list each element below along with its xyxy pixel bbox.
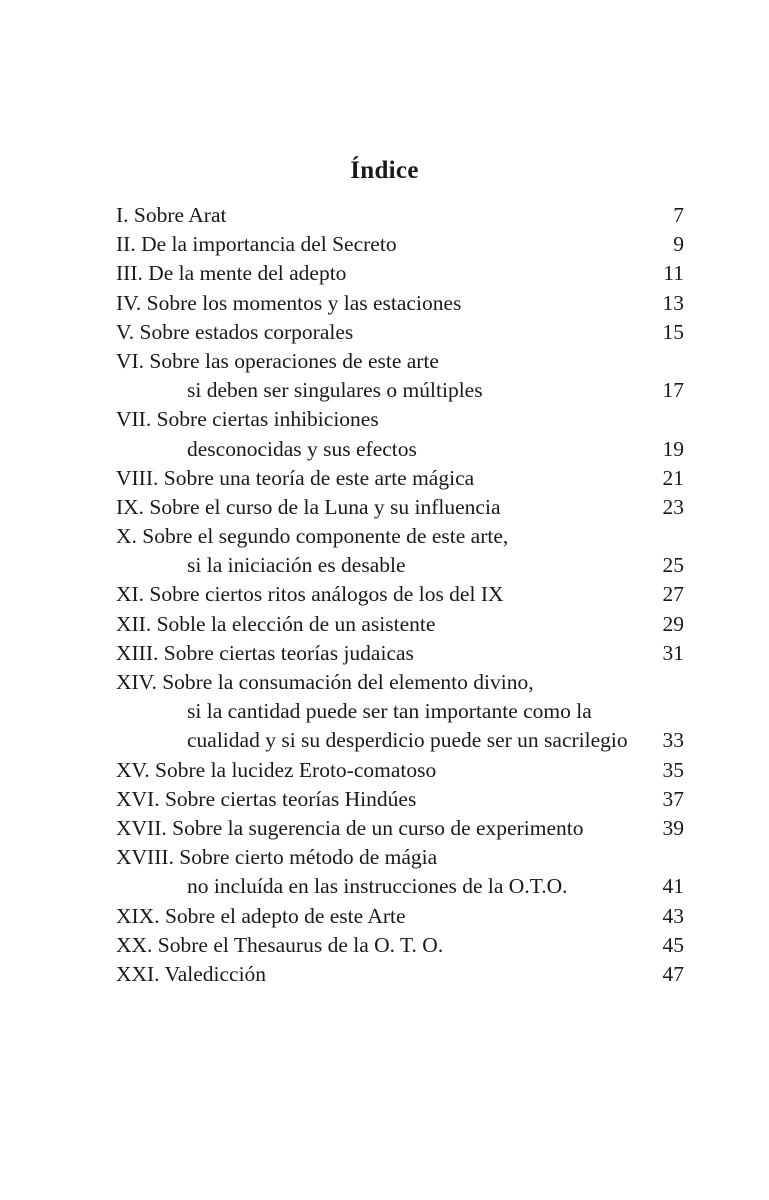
toc-line [116,318,684,347]
toc-line [116,668,684,697]
toc-page-number: 41 [662,874,684,899]
toc-entry [116,960,684,989]
toc-entry [116,230,684,259]
toc-page-number: 7 [673,203,684,227]
toc-line [116,201,684,230]
toc-line [116,580,684,609]
toc-line-continuation [116,726,684,755]
toc-page-number: 33 [662,728,684,753]
toc-entry-title: IV. Sobre los momentos y las estaciones [116,290,462,315]
toc-line [116,843,684,872]
toc-entry [116,318,684,347]
toc-line-continuation [116,872,684,901]
toc-entry-title: si deben ser singulares o múltiples [187,378,483,403]
toc-entry [116,902,684,931]
toc-entry [116,522,684,580]
toc-line [116,493,684,522]
toc-entry-title: II. De la importancia del Secreto [116,232,397,257]
toc-entry-title: si la iniciación es desable [187,553,406,578]
toc-entry-title: XVI. Sobre ciertas teorías Hindúes [116,786,417,811]
toc-line-continuation [116,697,684,726]
toc-page-number: 47 [662,961,684,986]
toc-entry-title: I. Sobre Arat [116,203,227,227]
toc-entry-title: XI. Sobre ciertos ritos análogos de los del IX [116,582,504,607]
toc-entry [116,668,684,756]
toc-entry-title: XVIII. Sobre cierto método de mágia [116,845,438,870]
toc-page-number: 27 [662,582,684,607]
toc-line [116,814,684,843]
toc-page-number: 45 [662,932,684,957]
toc-page-number: 9 [673,232,684,257]
toc-page-number: 39 [662,815,684,840]
toc-entry [116,289,684,318]
toc-line-continuation [116,551,684,580]
toc-entry [116,405,684,463]
toc-entry-title: cualidad y si su desperdicio puede ser un sacrilegio [187,728,628,753]
toc-line [116,610,684,639]
toc-line [116,931,684,960]
toc-line [116,756,684,785]
toc-entry [116,785,684,814]
toc-page-number: 35 [662,757,684,782]
toc-entry-title: desconocidas y sus efectos [187,436,417,461]
toc-line [116,289,684,318]
toc-entry-title: VI. Sobre las operaciones de este arte [116,348,439,373]
toc-page-number: 25 [662,553,684,578]
toc-line [116,960,684,989]
toc-entry [116,756,684,785]
toc-entry-title: IX. Sobre el curso de la Luna y su influencia [116,494,501,519]
toc-entry [116,493,684,522]
page-title: Índice [350,156,419,184]
toc-line-continuation [116,435,684,464]
toc-page-number: 11 [663,261,684,286]
toc-line [116,464,684,493]
toc-line-continuation [116,376,684,405]
toc-entry [116,259,684,288]
toc-page-number: 31 [662,640,684,665]
toc-line [116,522,684,551]
toc-entry-title: VII. Sobre ciertas inhibiciones [116,407,379,432]
toc-entry-title: si la cantidad puede ser tan importante como la [187,699,592,724]
toc-entry [116,580,684,609]
toc-line [116,902,684,931]
toc-entry [116,639,684,668]
toc-page-number: 43 [662,903,684,928]
toc-entry [116,464,684,493]
toc-page-number: 13 [662,290,684,315]
toc-line [116,259,684,288]
toc-line [116,405,684,434]
toc-entry-title: XIII. Sobre ciertas teorías judaicas [116,640,414,665]
toc-entry-title: XX. Sobre el Thesaurus de la O. T. O. [116,932,444,957]
toc-entry-title: XXI. Valedicción [116,961,267,986]
toc-entry [116,201,684,230]
toc-entry-title: X. Sobre el segundo componente de este arte, [116,524,509,549]
toc-entry-title: XVII. Sobre la sugerencia de un curso de experimento [116,815,584,840]
toc-page-number: 29 [662,611,684,636]
toc-entry [116,347,684,405]
toc-entry-title: XII. Soble la elección de un asistente [116,611,436,636]
toc-entry-title: III. De la mente del adepto [116,261,347,286]
toc-line [116,639,684,668]
toc-page-number: 19 [662,436,684,461]
toc-page-number: 21 [662,465,684,490]
toc-page-number: 15 [662,319,684,344]
toc-entry-title: V. Sobre estados corporales [116,319,354,344]
toc-entry [116,931,684,960]
toc-entry-title: XIX. Sobre el adepto de este Arte [116,903,406,928]
toc-entry [116,814,684,843]
toc-line [116,230,684,259]
toc-entry [116,610,684,639]
toc-page-number: 23 [662,494,684,519]
toc-line [116,347,684,376]
toc-entry-title: no incluída en las instrucciones de la O.T.O. [187,874,568,899]
toc-entry-title: VIII. Sobre una teoría de este arte mágica [116,465,475,490]
toc-entry [116,843,684,901]
toc-entry-title: XV. Sobre la lucidez Eroto-comatoso [116,757,437,782]
toc-page-number: 37 [662,786,684,811]
toc-line [116,785,684,814]
toc-entry-title: XIV. Sobre la consumación del elemento divino, [116,670,534,694]
toc-page-number: 17 [662,378,684,403]
table-of-contents [116,201,684,989]
